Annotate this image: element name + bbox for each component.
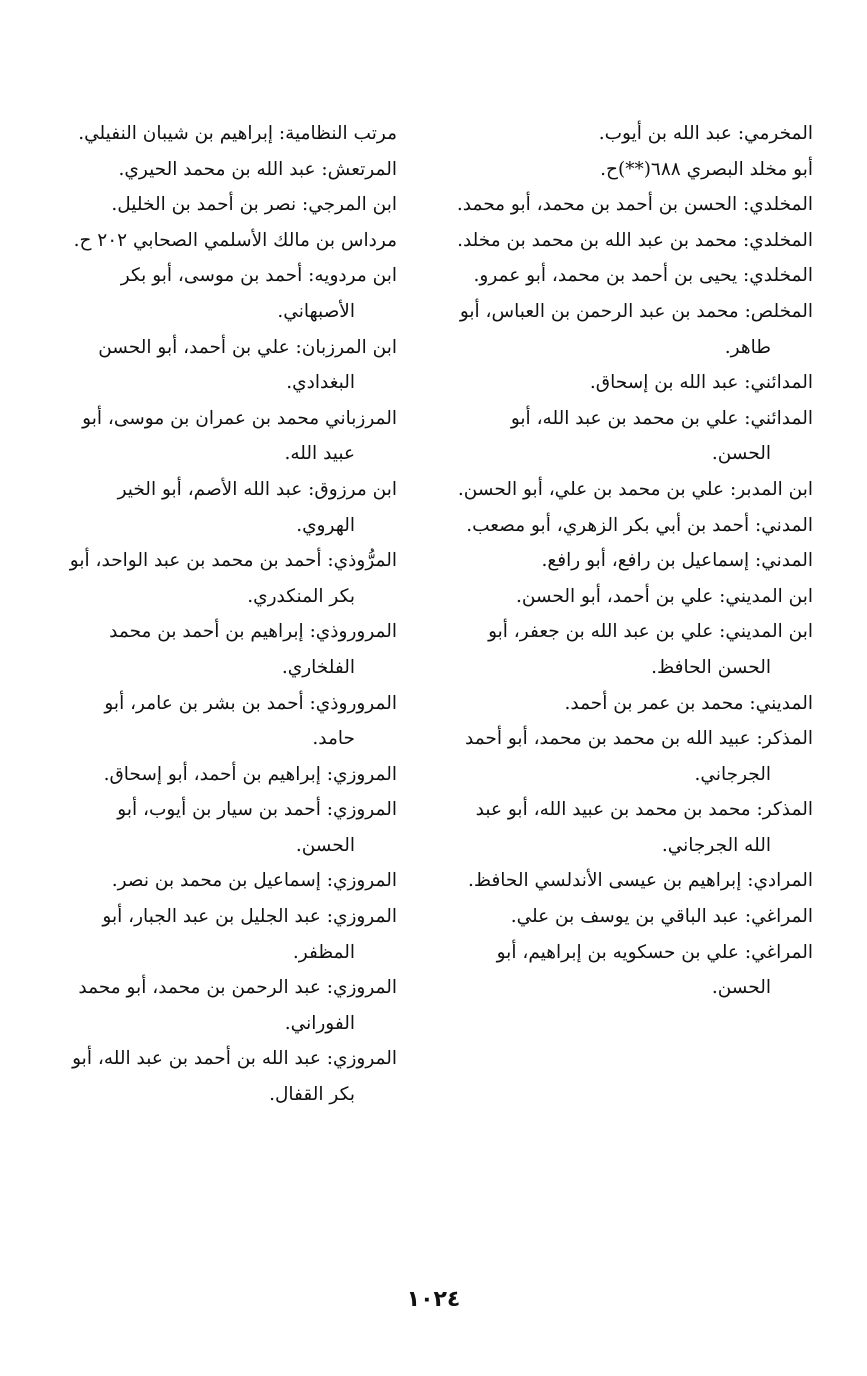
index-entry: المذكر: محمد بن محمد بن عبيد الله، أبو عبد الله الجرجاني. [475, 799, 813, 856]
index-entry: ابن المرزبان: علي بن أحمد، أبو الحسن البغدادي. [98, 336, 397, 394]
index-entry: المدائني: علي بن محمد بن عبد الله، أبو الحسن. [510, 407, 813, 465]
index-entry: المدني: أحمد بن أبي بكر الزهري، أبو مصعب. [466, 514, 813, 536]
index-entry: المروزي: عبد الرحمن بن محمد، أبو محمد الفوراني. [78, 977, 397, 1034]
index-entry: المروزي: أحمد بن سيار بن أيوب، أبو الحسن. [117, 799, 397, 856]
index-column-left [57, 116, 397, 1113]
index-entry: ابن المدبر: علي بن محمد بن علي، أبو الحسن. [457, 478, 813, 500]
index-entry: المخلدي: يحيى بن أحمد بن محمد، أبو عمرو. [473, 265, 813, 287]
index-entry: المرادي: إبراهيم بن عيسى الأندلسي الحافظ. [468, 870, 813, 892]
index-entry: المخلص: محمد بن عبد الرحمن بن العباس، أبو طاهر. [459, 300, 813, 358]
index-entry: المروزي: إبراهيم بن أحمد، أبو إسحاق. [103, 763, 397, 785]
index-entry: المديني: محمد بن عمر بن أحمد. [564, 692, 813, 714]
index-entry: المروزي: عبد الله بن أحمد بن عبد الله، أبو بكر القفال. [72, 1048, 397, 1106]
index-entry: المرتعش: عبد الله بن محمد الحيري. [118, 158, 397, 180]
index-entry: المخلدي: الحسن بن أحمد بن محمد، أبو محمد. [456, 194, 813, 216]
index-entry: ابن مرزوق: عبد الله الأصم، أبو الخير الهروي. [117, 478, 397, 536]
index-entry: ابن المرجي: نصر بن أحمد بن الخليل. [111, 194, 397, 216]
index-entry: المخلدي: محمد بن عبد الله بن محمد بن مخلد. [457, 229, 813, 251]
index-entry: المدائني: عبد الله بن إسحاق. [589, 372, 813, 394]
index-entry: المراغي: علي بن حسكويه بن إبراهيم، أبو الحسن. [496, 941, 813, 999]
index-column-right [447, 116, 813, 1006]
index-entry: المرزباني محمد بن عمران بن موسى، أبو عبيد الله. [82, 407, 397, 465]
index-entry: المدني: إسماعيل بن رافع، أبو رافع. [541, 550, 813, 572]
index-entry: ابن مردويه: أحمد بن موسى، أبو بكر الأصبهاني. [120, 265, 397, 322]
index-entry: ابن المديني: علي بن عبد الله بن جعفر، أبو الحسن الحافظ. [488, 621, 813, 678]
page-number: ١٠٢٤ [406, 1287, 461, 1312]
index-entry: المخرمي: عبد الله بن أيوب. [598, 123, 813, 144]
index-entry: ابن المديني: علي بن أحمد، أبو الحسن. [515, 585, 813, 607]
index-entry: المذكر: عبيد الله بن محمد بن محمد، أبو أحمد الجرجاني. [465, 728, 813, 785]
index-entry: مرتب النظامية: إبراهيم بن شيبان النفيلي. [78, 123, 397, 144]
index-entry: أبو مخلد البصري ٦٨٨(**)ح. [600, 158, 813, 180]
index-entry: المرُّوذي: أحمد بن محمد بن عبد الواحد، أبو بكر المنكدري. [69, 550, 397, 607]
index-entry: المروروذي: إبراهيم بن أحمد بن محمد الفلخاري. [109, 621, 397, 678]
index-entry: المروزي: إسماعيل بن محمد بن نصر. [111, 870, 397, 892]
index-entry: المراغي: عبد الباقي بن يوسف بن علي. [510, 906, 813, 928]
index-entry: مرداس بن مالك الأسلمي الصحابي ٢٠٢ ح. [73, 229, 397, 251]
index-entry: المروزي: عبد الجليل بن عبد الجبار، أبو المظفر. [102, 906, 397, 963]
index-entry: المروروذي: أحمد بن بشر بن عامر، أبو حامد. [104, 692, 397, 750]
